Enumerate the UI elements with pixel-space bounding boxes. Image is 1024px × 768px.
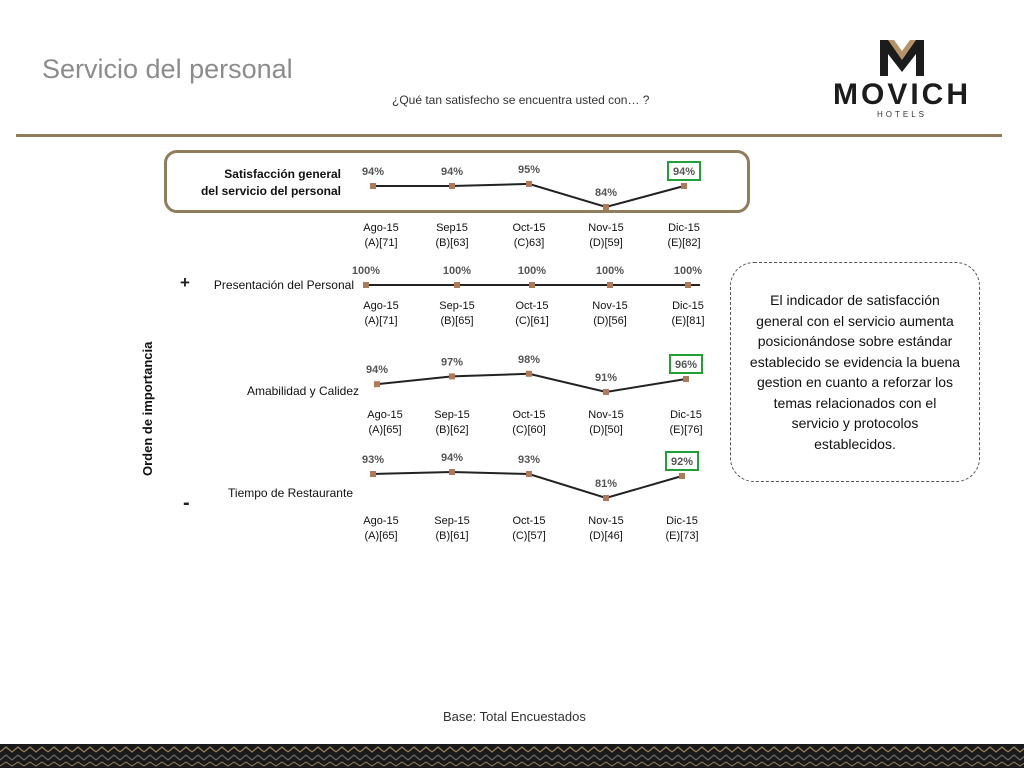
data-label: 94% [440, 166, 464, 178]
tick-label: Sep15 [436, 222, 468, 234]
data-point [449, 469, 455, 475]
tick-label: Nov-15 [588, 515, 624, 527]
data-label: 91% [594, 372, 618, 384]
data-point [683, 376, 689, 382]
tick-label: Dic-15 [668, 222, 700, 234]
tick-label: (A)[65] [368, 424, 402, 436]
tick-label: (E)[76] [669, 424, 703, 436]
tick-label: (A)[65] [364, 530, 398, 542]
tick-label: Ago-15 [367, 409, 403, 421]
data-point [449, 373, 455, 379]
tick-label: (C)[61] [515, 315, 549, 327]
data-point [681, 183, 687, 189]
data-label: 92% [670, 456, 694, 468]
tick-label: Ago-15 [363, 222, 399, 234]
tick-label: (B)[63] [435, 237, 469, 249]
tick-label: (B)[61] [435, 530, 469, 542]
tick-label: (B)[65] [440, 315, 474, 327]
data-label: 100% [442, 265, 472, 277]
base-note: Base: Total Encuestados [443, 709, 586, 724]
data-point [374, 381, 380, 387]
tick-label: Dic-15 [666, 515, 698, 527]
series-label: Amabilidad y Calidez [246, 384, 359, 398]
page-title: Servicio del personal [42, 54, 293, 84]
tick-label: (B)[62] [435, 424, 469, 436]
data-label: 100% [517, 265, 547, 277]
data-point [363, 282, 369, 288]
data-point [454, 282, 460, 288]
data-label: 94% [672, 166, 696, 178]
data-point [370, 183, 376, 189]
data-point [679, 473, 685, 479]
tick-label: Sep-15 [434, 515, 470, 527]
insight-callout [730, 262, 980, 482]
data-label: 84% [594, 187, 618, 199]
tick-label: (C)63] [513, 237, 545, 249]
tick-label: (D)[59] [589, 237, 623, 249]
footer-pattern [0, 744, 1024, 768]
data-point [603, 204, 609, 210]
tick-label: (C)[60] [512, 424, 546, 436]
tick-label: Nov-15 [588, 409, 624, 421]
series-label: del servicio del personal [200, 184, 341, 198]
logo-subtitle: HOTELS [876, 110, 927, 119]
tick-label: (A)[71] [364, 315, 398, 327]
data-point [603, 495, 609, 501]
data-label: 94% [361, 166, 385, 178]
tick-label: Dic-15 [672, 300, 704, 312]
importance-low-mark: - [183, 492, 190, 514]
tick-label: Oct-15 [512, 409, 546, 421]
tick-label: Ago-15 [363, 515, 399, 527]
importance-axis-label: Orden de importancia [140, 341, 155, 476]
tick-label: (D)[46] [589, 530, 623, 542]
tick-label: Oct-15 [512, 222, 546, 234]
data-point [685, 282, 691, 288]
data-point [529, 282, 535, 288]
data-label: 96% [674, 359, 698, 371]
logo-wordmark: MOVICH [833, 78, 971, 111]
data-label: 97% [440, 356, 464, 369]
data-label: 93% [361, 454, 385, 466]
tick-label: (E)[73] [665, 530, 699, 542]
tick-label: Sep-15 [434, 409, 470, 421]
data-label: 95% [517, 163, 541, 176]
tick-label: Nov-15 [588, 222, 624, 234]
data-point [370, 471, 376, 477]
data-label: 94% [365, 364, 389, 377]
data-point [526, 181, 532, 187]
tick-label: (D)[56] [593, 315, 627, 327]
importance-high-mark: + [180, 273, 190, 292]
survey-question: ¿Qué tan satisfecho se encuentra usted con… ? [392, 93, 650, 107]
data-point [603, 389, 609, 395]
series-label: Tiempo de Restaurante [228, 486, 353, 500]
tick-label: (D)[50] [589, 424, 623, 436]
series-label: Presentación del Personal [213, 278, 354, 292]
tick-label: Ago-15 [363, 300, 399, 312]
tick-label: Nov-15 [592, 300, 628, 312]
tick-label: (E)[81] [671, 315, 705, 327]
data-label: 98% [517, 353, 541, 366]
tick-label: Dic-15 [670, 409, 702, 421]
data-point [526, 371, 532, 377]
series-line [373, 184, 684, 207]
data-label: 100% [351, 265, 381, 277]
data-point [526, 471, 532, 477]
tick-label: Sep-15 [439, 300, 475, 312]
data-label: 93% [517, 454, 541, 466]
tick-label: Oct-15 [512, 515, 546, 527]
tick-label: Oct-15 [515, 300, 549, 312]
data-label: 81% [594, 478, 618, 490]
data-label: 100% [673, 265, 703, 277]
data-label: 100% [595, 265, 625, 277]
tick-label: (A)[71] [364, 237, 398, 249]
data-label: 94% [440, 452, 464, 464]
data-point [449, 183, 455, 189]
data-point [607, 282, 613, 288]
tick-label: (E)[82] [667, 237, 701, 249]
tick-label: (C)[57] [512, 530, 546, 542]
series-label: Satisfacción general [224, 167, 341, 181]
insight-text: El indicador de satisfacción general con el servicio aumenta posicionándose sobre estándar establecido se evidencia la buena gestion en cuanto a reforzar los temas relacionados con el servicio y protocolos establecidos. [749, 292, 961, 452]
